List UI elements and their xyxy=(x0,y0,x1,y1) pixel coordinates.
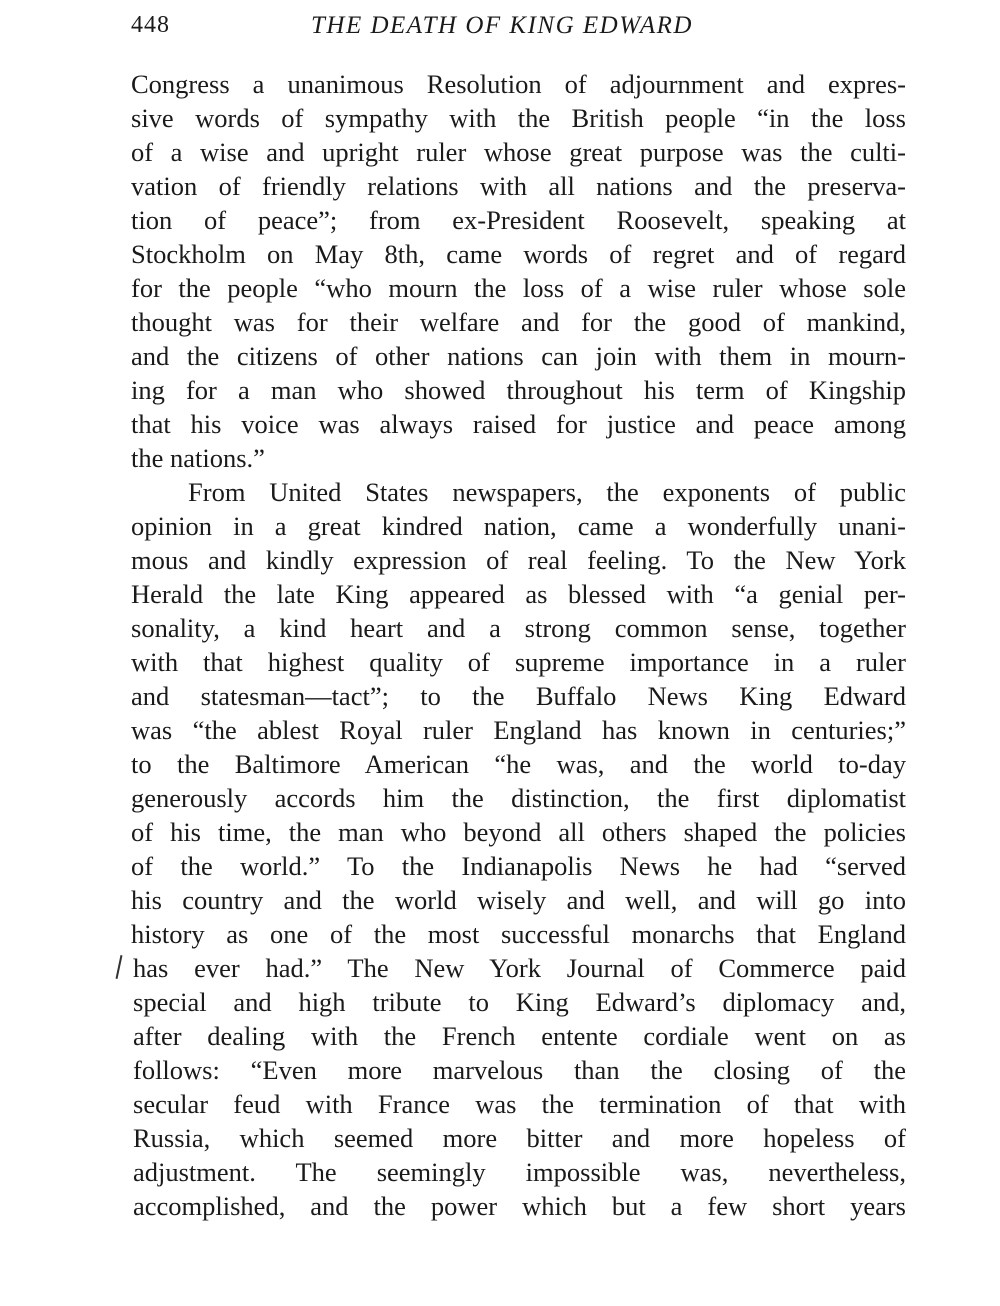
text-line: of his time, the man who beyond all others shaped the policies xyxy=(131,817,906,847)
running-title: THE DEATH OF KING EDWARD xyxy=(311,12,693,39)
text-line: to the Baltimore American “he was, and the world to-day xyxy=(131,749,906,779)
text-line: tion of peace”; from ex-President Roosevelt, speaking at xyxy=(131,205,906,235)
text-line: adjustment. The seemingly impossible was, nevertheless, xyxy=(133,1157,906,1187)
paragraph-start-line: From United States newspapers, the exponents of public xyxy=(188,477,906,507)
text-line: Russia, which seemed more bitter and more hopeless of xyxy=(133,1123,906,1153)
text-line: his country and the world wisely and well, and will go into xyxy=(131,885,906,915)
text-line: with that highest quality of supreme importance in a ruler xyxy=(131,647,906,677)
text-line: sive words of sympathy with the British people “in the loss xyxy=(131,103,906,133)
page-number: 448 xyxy=(131,12,170,38)
text-line: Congress a unanimous Resolution of adjournment and expres- xyxy=(131,69,906,99)
text-line: after dealing with the French entente cordiale went on as xyxy=(133,1021,906,1051)
text-line: generously accords him the distinction, the first diplomatist xyxy=(131,783,906,813)
body-text xyxy=(131,67,906,1223)
text-line: thought was for their welfare and for the good of mankind, xyxy=(131,307,906,337)
text-line: secular feud with France was the termination of that with xyxy=(133,1089,906,1119)
text-line: of the world.” To the Indianapolis News he had “served xyxy=(131,851,906,881)
text-line: ing for a man who showed throughout his term of Kingship xyxy=(131,375,906,405)
text-line: and statesman—tact”; to the Buffalo News King Edward xyxy=(131,681,906,711)
text-line: mous and kindly expression of real feeling. To the New York xyxy=(131,545,906,575)
text-line: accomplished, and the power which but a few short years xyxy=(133,1191,906,1221)
text-line: and the citizens of other nations can join with them in mourn- xyxy=(131,341,906,371)
text-line: opinion in a great kindred nation, came a wonderfully unani- xyxy=(131,511,906,541)
text-line: vation of friendly relations with all nations and the preserva- xyxy=(131,171,906,201)
text-line: special and high tribute to King Edward’s diplomacy and, xyxy=(133,987,906,1017)
text-line: follows: “Even more marvelous than the closing of the xyxy=(133,1055,906,1085)
text-line: history as one of the most successful monarchs that England xyxy=(131,919,906,949)
text-line: sonality, a kind heart and a strong common sense, together xyxy=(131,613,906,643)
text-line: that his voice was always raised for justice and peace among xyxy=(131,409,906,439)
running-header xyxy=(131,12,906,46)
text-line: for the people “who mourn the loss of a wise ruler whose sole xyxy=(131,273,906,303)
text-line: the nations.” xyxy=(131,443,265,473)
text-line: Stockholm on May 8th, came words of regret and of regard xyxy=(131,239,906,269)
text-line: of a wise and upright ruler whose great purpose was the culti- xyxy=(131,137,906,167)
text-line: has ever had.” The New York Journal of Commerce paid xyxy=(133,953,906,983)
margin-pencil-mark xyxy=(116,955,123,979)
text-line: was “the ablest Royal ruler England has known in centuries;” xyxy=(131,715,906,745)
text-line: Herald the late King appeared as blessed with “a genial per- xyxy=(131,579,906,609)
